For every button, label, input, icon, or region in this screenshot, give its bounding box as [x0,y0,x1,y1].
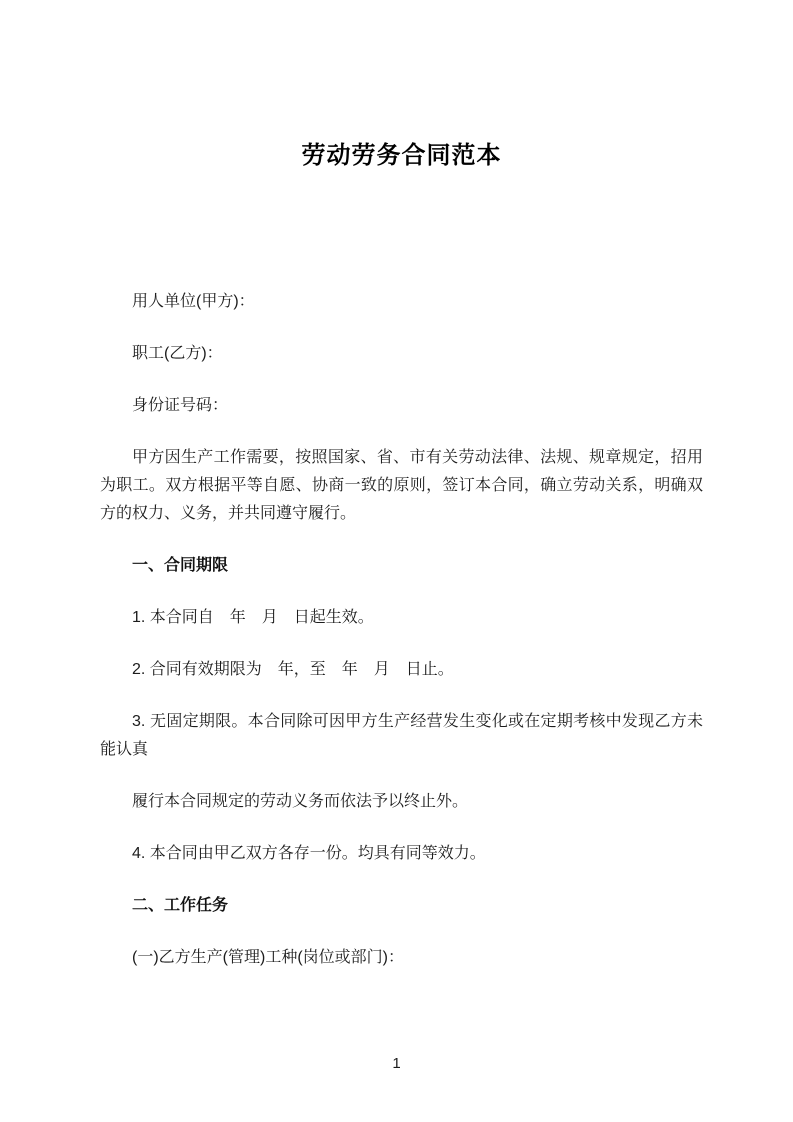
section-one-heading: 一、合同期限 [132,557,229,574]
clause-1-effective-date: 1. 本合同自 年 月 日起生效。 [132,609,374,626]
document-title: 劳动劳务合同范本 [301,142,502,169]
page-number: 1 [392,1055,401,1072]
clause-3-continuation: 履行本合同规定的劳动义务而依法予以终止外。 [132,793,469,810]
id-number-label: 身份证号码： [132,397,229,414]
clause-3-open-term: 3. 无固定期限。本合同除可因甲方生产经营发生变化或在定期考核中发现乙方未能认真 [100,713,703,758]
clause-work-type: (一)乙方生产(管理)工种(岗位或部门)： [132,949,404,966]
clause-2-validity-period: 2. 合同有效期限为 年，至 年 月 日止。 [132,661,454,678]
clause-4-copies: 4. 本合同由甲乙双方各存一份。均具有同等效力。 [132,845,486,862]
party-b-label: 职工(乙方)： [132,345,223,362]
section-two-heading: 二、工作任务 [132,897,229,914]
party-a-label: 用人单位(甲方)： [132,293,255,310]
intro-paragraph: 甲方因生产工作需要，按照国家、省、市有关劳动法律、法规、规章规定，招用为职工。双方根据平等自愿、协商一致的原则，签订本合同，确立劳动关系，明确双方的权力、义务，并共同遵守履行。 [100,449,703,522]
